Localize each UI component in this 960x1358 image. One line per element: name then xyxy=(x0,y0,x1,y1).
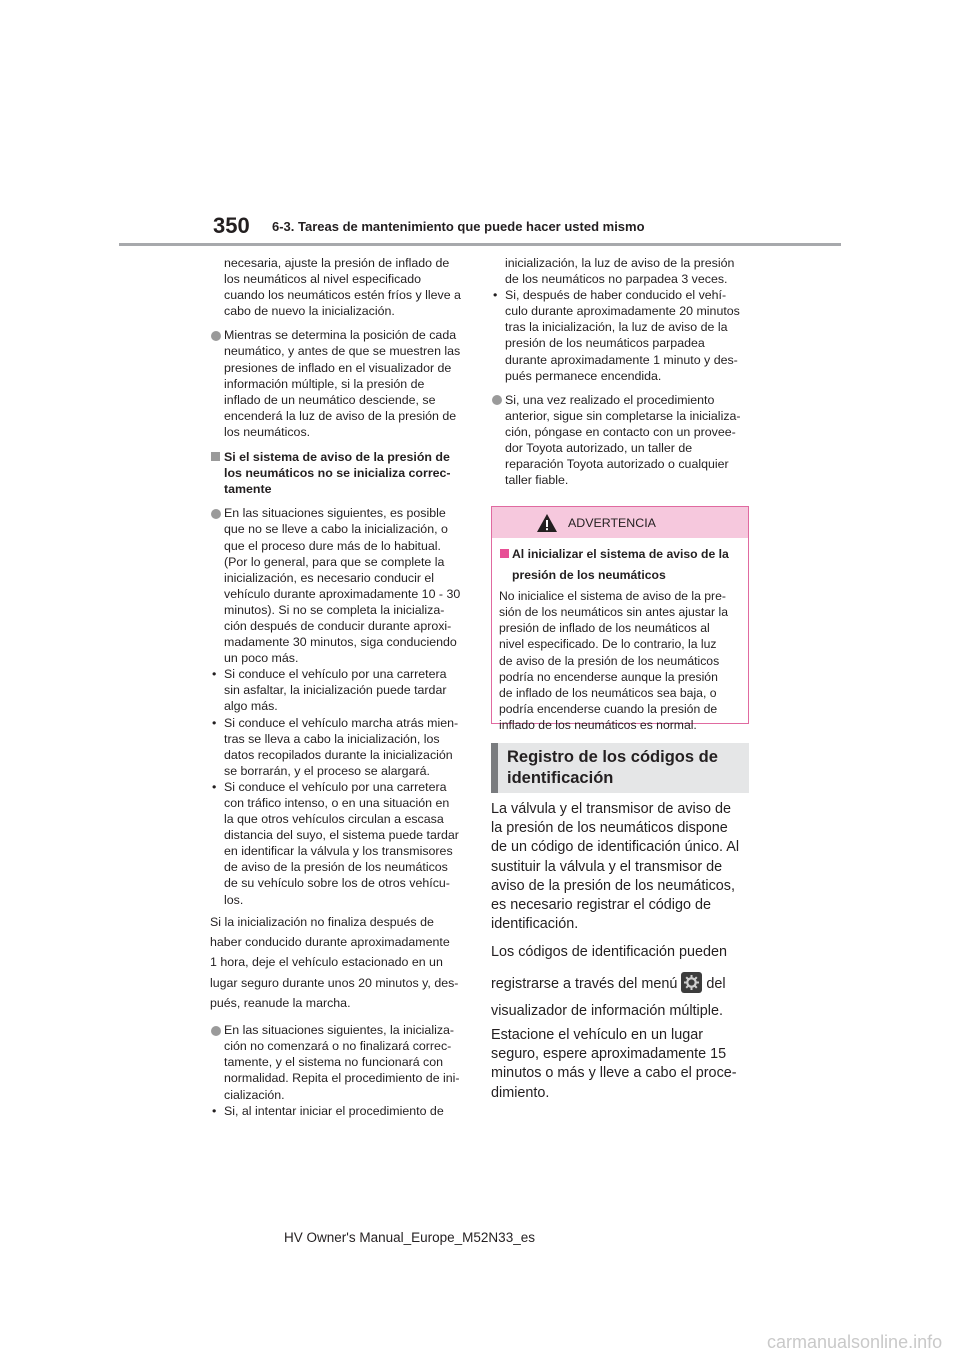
dash-item: • Si conduce el vehículo marcha atrás mien- tras se lleva a cabo la inicialización, los datos recopilados durante la inicialización se borrarán, y el proceso se alargará. xyxy=(212,715,459,778)
dash-item: • Si conduce el vehículo por una carretera sin asfaltar, la inicialización puede tardar algo más. xyxy=(212,667,447,714)
bullet-item: En las situaciones siguientes, es posible que no se lleve a cabo la inicialización, o que el proceso dure más de lo habitual. (Por lo general, para que se complete la inicialización, es necesario conducir el vehículo durante aproximadamente 10 - 30 minutos). Si no se completa la inicializa- ción después de conducir durante aproxi- madamente 30 minutos, siga conduciendo un poco más. xyxy=(210,505,465,666)
circle-bullet-icon xyxy=(492,395,502,405)
warning-header xyxy=(492,507,748,538)
section-heading: Registro de los códigos de identificación xyxy=(491,743,749,793)
bullet-item: Si, una vez realizado el procedimiento anterior, sigue sin completarse la inicializa- ción, póngase en contacto con un provee- dor Toyota autorizado, un taller de reparación Toyota autorizado o cualquier taller fiable. xyxy=(491,392,753,489)
circle-bullet-icon xyxy=(211,331,221,341)
square-bullet-icon xyxy=(500,549,509,558)
bullet-item: Mientras se determina la posición de cada neumático, y antes de que se muestren las presiones de inflado en el visualizador de información múltiple, si la presión de inflado de un neumático desciende, se encenderá la luz de aviso de la presión de los neumáticos. xyxy=(210,327,465,440)
gear-menu-icon xyxy=(681,972,702,993)
watermark: carmanualsonline.info xyxy=(767,1332,943,1352)
dash-item: • Si conduce el vehículo por una carretera con tráfico intenso, o en una situación en la que otros vehículos circulan a escasa distancia del suyo, el sistema puede tardar en identificar la válvula y los transmisores de aviso de la presión de los neumáticos de su vehículo sobre los de otros vehícu- los. xyxy=(212,779,459,907)
bullet-item: En las situaciones siguientes, la inicializa- ción no comenzará o no finalizará correc- tamente, y el sistema no funcionará con normalidad. Repita el procedimiento de ini- cialización. xyxy=(210,1022,465,1102)
warning-subheading: Al inicializar el sistema de aviso de la presión de los neumáticos xyxy=(499,546,740,583)
page-number: 350 xyxy=(213,213,250,238)
warning-text: No inicialice el sistema de aviso de la pre- sión de los neumáticos sin antes ajustar la presión de inflado de los neumáticos al nivel especificado. De lo contrario, la luz de aviso de la presión de los neumáticos podría no encenderse aunque la presión de inflado de los neumáticos sea baja, o podría encenderse cuando la presión de inflado de los neumáticos es normal. xyxy=(499,589,728,732)
square-bullet-icon xyxy=(211,452,220,461)
footer-manual-name: HV Owner's Manual_Europe_M52N33_es xyxy=(284,1230,535,1245)
circle-bullet-icon xyxy=(211,509,221,519)
warning-triangle-icon xyxy=(536,513,558,533)
plain-paragraph: Si la inicialización no finaliza después de haber conducido durante aproximadamente 1 hora, deje el vehículo estacionado en un lugar seguro durante unos 20 minutos y, des- pués, reanude la marcha. xyxy=(210,914,459,1010)
intro-paragraph: necesaria, ajuste la presión de inflado de los neumáticos al nivel especificado cuando los neumáticos estén fríos y lleve a cabo de nuevo la inicialización. xyxy=(224,256,461,319)
circle-bullet-icon xyxy=(211,1026,221,1036)
warning-box xyxy=(491,506,749,732)
warning-title: ADVERTENCIA xyxy=(568,516,656,530)
header-rule xyxy=(119,243,841,246)
paragraph: Los códigos de identificación pueden registrarse a través del menú del visualizador de información múltiple. Estacione el vehículo en un lugar seguro, espere aproximadamente 15 minutos o más y lleve a cabo el proce- dimiento. xyxy=(491,944,737,1101)
dash-item: • Si, después de haber conducido el vehí- culo durante aproximadamente 20 minutos tras la inicialización, la luz de aviso de la presión de los neumáticos parpadea durante aproximadamente 1 minuto y des- pués permanece encendida. xyxy=(493,288,740,383)
continued-text: inicialización, la luz de aviso de la presión de los neumáticos no parpadea 3 veces. xyxy=(505,256,735,287)
section-title: 6-3. Tareas de mantenimiento que puede hacer usted mismo xyxy=(272,219,645,234)
registration-text xyxy=(491,800,756,1103)
dash-item: • Si, al intentar iniciar el procedimiento de xyxy=(212,1103,444,1118)
left-column xyxy=(210,255,465,1119)
subheading: Si el sistema de aviso de la presión de los neumáticos no se inicializa correc- tamente xyxy=(210,449,465,497)
paragraph: La válvula y el transmisor de aviso de la presión de los neumáticos dispone de un código de identificación único. Al sustituir la válvula y el transmisor de aviso de la presión de los neumáticos, es necesario registrar el código de identificación. xyxy=(491,801,740,933)
right-column xyxy=(491,255,753,488)
